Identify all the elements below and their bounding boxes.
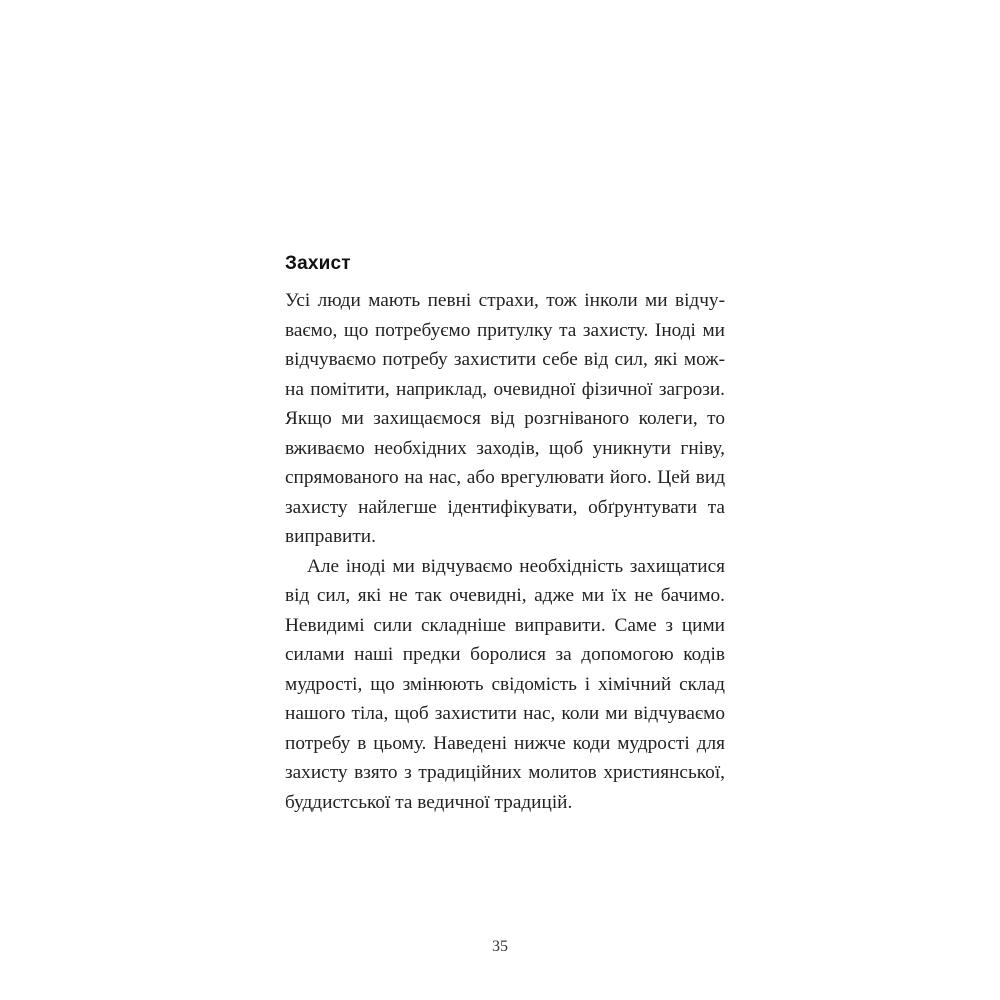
text-line: Усі люди мають певні страхи, тож інколи ми відчу-	[285, 290, 725, 311]
section-heading: Захист	[285, 253, 351, 274]
body-text	[285, 286, 725, 817]
text-line: ваємо, що потребуємо притулку та захисту. Іноді ми	[285, 319, 725, 341]
text-line: мудрості, що змінюють свідомість і хімічний склад	[285, 673, 725, 695]
text-line: від сил, які не так очевидні, адже ми їх не бачимо.	[285, 585, 725, 606]
text-line: захисту взято з традиційних молитов християнської,	[285, 762, 725, 783]
text-line: вживаємо необхідних заходів, щоб уникнути гніву,	[285, 437, 725, 459]
text-line: Невидимі сили складніше виправити. Саме з цими	[285, 614, 725, 636]
text-line: спрямованого на нас, або врегулювати його. Цей вид	[285, 467, 725, 488]
text-line: на помітити, наприклад, очевидної фізичної загрози.	[285, 378, 725, 400]
page-number: 35	[492, 938, 508, 955]
text-line: Якщо ми захищаємося від розгніваного колеги, то	[285, 408, 725, 429]
text-line: буддистської та ведичної традицій.	[285, 791, 573, 813]
text-line: захисту найлегше ідентифікувати, обґрунтувати та	[285, 496, 725, 518]
text-line: силами наші предки боролися за допомогою кодів	[285, 644, 725, 665]
text-line: відчуваємо потребу захистити себе від сил, які мож-	[285, 349, 725, 370]
text-line: Але іноді ми відчуваємо необхідність захищатися	[307, 555, 725, 577]
text-line: виправити.	[285, 526, 376, 547]
text-line: нашого тіла, щоб захистити нас, коли ми відчуваємо	[285, 703, 725, 724]
text-line: потребу в цьому. Наведені нижче коди мудрості для	[285, 732, 725, 754]
